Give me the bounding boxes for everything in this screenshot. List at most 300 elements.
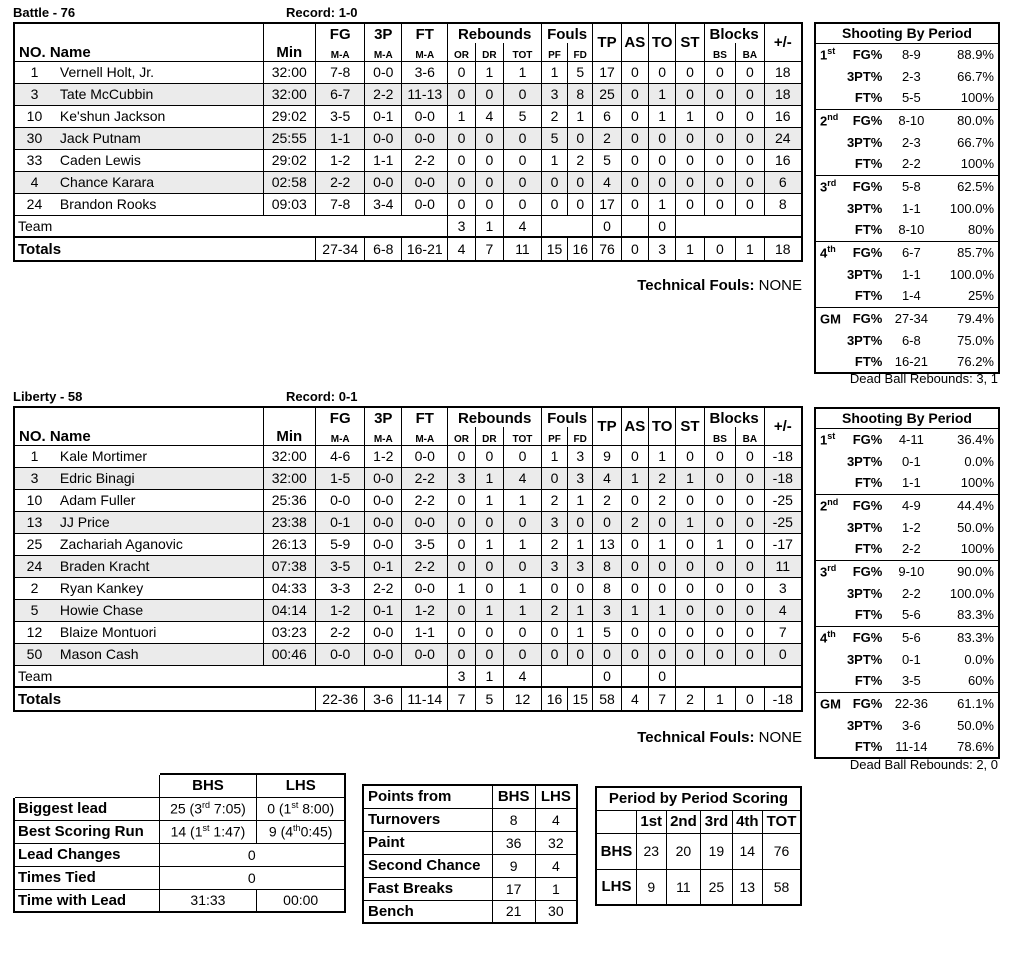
technical-fouls-label: Technical Fouls: (637, 729, 755, 746)
made-attempted: 11-14 (895, 739, 928, 754)
period-label-empty (815, 197, 844, 219)
col-to: TO (649, 407, 676, 445)
player-number: 12 (14, 621, 54, 643)
stat-label: FT% (854, 739, 883, 754)
team-record: Record: 0-1 (286, 389, 358, 404)
points-from-table (362, 784, 578, 924)
period-label-empty (815, 329, 844, 351)
col-or: OR (448, 427, 475, 445)
stat-or: 0 (448, 127, 475, 149)
stat-ft: 0-0 (402, 193, 448, 215)
made-attempted: 2-2 (901, 585, 921, 601)
stat-label: 3PT% (846, 332, 883, 348)
stat-dr: 0 (475, 149, 503, 171)
col-rebounds: Rebounds (448, 407, 542, 427)
stat-dr: 0 (475, 127, 503, 149)
table-row (14, 467, 802, 489)
stat-dr: 1 (475, 489, 503, 511)
stat-pm: 18 (764, 61, 802, 83)
col-pf: PF (541, 43, 567, 61)
made-attempted: 4-9 (886, 494, 936, 516)
stat-or: 1 (448, 105, 475, 127)
shooting-table (814, 22, 1000, 374)
stat-pf: 1 (541, 149, 567, 171)
stat-label: FG% (844, 626, 886, 648)
stat-tot: 0 (504, 555, 542, 577)
col-or: OR (448, 43, 475, 61)
stat-fg: 7-8 (316, 61, 365, 83)
shooting-row (815, 285, 999, 307)
player-name: Ke'shun Jackson (54, 105, 263, 127)
shooting-row (815, 560, 999, 582)
empty-cell (621, 215, 648, 237)
stat-tot: 0 (504, 83, 542, 105)
player-number: 25 (14, 533, 54, 555)
stat-p3: 0-0 (365, 467, 402, 489)
stat-p3: 2-2 (365, 83, 402, 105)
stat-p3: 1-1 (365, 149, 402, 171)
total-as: 4 (621, 687, 648, 711)
total-tp: 76 (593, 237, 621, 261)
player-min: 25:36 (263, 489, 316, 511)
stat-ba: 0 (736, 643, 764, 665)
shooting-row (815, 714, 999, 736)
player-min: 02:58 (263, 171, 316, 193)
stat-ba: 0 (736, 621, 764, 643)
stat-pm: 16 (764, 149, 802, 171)
stat-st: 0 (676, 445, 704, 467)
stat-p3: 0-1 (365, 105, 402, 127)
stat-ba: 0 (736, 61, 764, 83)
stat-or: 0 (448, 533, 475, 555)
stat-st: 1 (676, 467, 704, 489)
stat-fd: 0 (568, 511, 593, 533)
player-number: 50 (14, 643, 54, 665)
made-attempted: 1-1 (901, 475, 921, 491)
stat-bs: 0 (704, 599, 736, 621)
percentage: 76.2% (957, 354, 994, 369)
points-bhs: 8 (492, 808, 535, 831)
stat-fg: 1-5 (316, 467, 365, 489)
col-fd: FD (568, 43, 593, 61)
stat-fd: 1 (568, 105, 593, 127)
period-label: 4th (815, 626, 844, 648)
stat-ft: 1-2 (402, 599, 448, 621)
col-pf: PF (541, 427, 567, 445)
stat-ba: 0 (736, 83, 764, 105)
stat-label: FG% (844, 560, 886, 582)
stat-ft: 0-0 (402, 577, 448, 599)
stat-st: 1 (676, 511, 704, 533)
made-attempted: 1-1 (901, 200, 921, 216)
stat-fd: 1 (568, 489, 593, 511)
points-bhs: 36 (492, 831, 535, 854)
team-dr: 1 (475, 665, 503, 687)
stat-as: 0 (621, 643, 648, 665)
col-fg: FG (316, 407, 365, 427)
points-category: Second Chance (363, 854, 492, 877)
stat-label: FG% (844, 175, 886, 197)
stat-p3: 0-0 (365, 61, 402, 83)
player-name: Chance Karara (54, 171, 263, 193)
player-min: 03:23 (263, 621, 316, 643)
player-name: Braden Kracht (54, 555, 263, 577)
stat-or: 3 (448, 467, 475, 489)
team-row (14, 665, 802, 687)
stat-st: 0 (676, 149, 704, 171)
stat-pf: 3 (541, 555, 567, 577)
period-label-empty (815, 736, 844, 758)
col-period: 4th (732, 810, 762, 833)
player-min: 32:00 (263, 83, 316, 105)
made-attempted: 2-2 (901, 541, 921, 557)
col-3p: 3P (365, 407, 402, 427)
stat-label: 3PT% (846, 453, 883, 469)
percentage: 50.0% (957, 717, 994, 733)
team-or: 3 (448, 665, 475, 687)
table-row (14, 171, 802, 193)
team-dr: 1 (475, 215, 503, 237)
stat-fg: 4-6 (316, 445, 365, 467)
shooting-row (815, 736, 999, 758)
stat-as: 0 (621, 445, 648, 467)
stat-as: 0 (621, 105, 648, 127)
team-tot: 4 (504, 665, 542, 687)
made-attempted: 0-1 (901, 651, 921, 667)
stat-st: 0 (676, 193, 704, 215)
period-label: 2nd (815, 494, 844, 516)
stat-tp: 3 (593, 599, 621, 621)
stat-tot: 0 (504, 511, 542, 533)
stat-tp: 0 (593, 643, 621, 665)
stat-ft: 0-0 (402, 127, 448, 149)
stat-fg: 0-0 (316, 643, 365, 665)
stat-bs: 0 (704, 127, 736, 149)
stat-to: 1 (649, 193, 676, 215)
stat-label: 3PT% (846, 651, 883, 667)
stat-label: 3PT% (846, 266, 883, 282)
stat-to: 1 (649, 83, 676, 105)
made-attempted: 1-1 (901, 266, 921, 282)
stat-as: 0 (621, 193, 648, 215)
percentage: 61.1% (936, 692, 999, 714)
shooting-row (815, 516, 999, 538)
period-label-empty (815, 648, 844, 670)
table-row (14, 83, 802, 105)
percentage: 88.9% (936, 43, 999, 65)
stat-pm: 24 (764, 127, 802, 149)
stat-tot: 0 (504, 171, 542, 193)
stat-pf: 0 (541, 621, 567, 643)
stat-to: 0 (649, 555, 676, 577)
total-ft: 11-14 (402, 687, 448, 711)
period-label: 2nd (815, 109, 844, 131)
player-name: Caden Lewis (54, 149, 263, 171)
time-with-lead-bhs: 31:33 (159, 889, 257, 912)
stat-or: 0 (448, 511, 475, 533)
stat-to: 1 (649, 445, 676, 467)
stat-to: 1 (649, 599, 676, 621)
stat-bs: 0 (704, 577, 736, 599)
shooting-row (815, 670, 999, 692)
stat-bs: 0 (704, 643, 736, 665)
made-attempted: 1-2 (901, 519, 921, 535)
col-fg-ma: M-A (316, 43, 365, 61)
stat-label: FT% (854, 475, 883, 491)
stat-bs: 0 (704, 105, 736, 127)
totals-label: Totals (14, 687, 316, 711)
made-attempted: 5-8 (886, 175, 936, 197)
shooting-row (815, 87, 999, 109)
period-label-empty (815, 582, 844, 604)
stat-p3: 0-0 (365, 489, 402, 511)
team-title: Battle - 76 (13, 5, 76, 20)
table-row (14, 577, 802, 599)
col-ba: BA (736, 427, 764, 445)
made-attempted: 1-4 (901, 288, 921, 304)
period-label: 4th (815, 241, 844, 263)
col-lhs: LHS (535, 785, 577, 808)
col-3p-ma: M-A (365, 43, 402, 61)
stat-tp: 25 (593, 83, 621, 105)
stat-pm: 11 (764, 555, 802, 577)
table-row (14, 489, 802, 511)
percentage: 79.4% (936, 307, 999, 329)
percentage: 100.0% (949, 266, 994, 282)
stat-label: FT% (854, 607, 883, 623)
col-st: ST (676, 23, 704, 61)
stat-ft: 3-5 (402, 533, 448, 555)
stat-ft: 0-0 (402, 643, 448, 665)
stat-or: 0 (448, 555, 475, 577)
table-row (14, 445, 802, 467)
table-row (596, 833, 801, 869)
stat-tp: 8 (593, 577, 621, 599)
stat-bs: 0 (704, 467, 736, 489)
stat-fd: 8 (568, 83, 593, 105)
stat-tp: 17 (593, 193, 621, 215)
made-attempted: 22-36 (886, 692, 936, 714)
time-with-lead-lhs: 00:00 (257, 889, 345, 912)
box-score-table (13, 406, 803, 712)
stat-pf: 2 (541, 489, 567, 511)
col-period: TOT (763, 810, 801, 833)
period-score: 76 (763, 833, 801, 869)
made-attempted: 2-3 (901, 68, 921, 84)
stat-or: 0 (448, 621, 475, 643)
stat-st: 0 (676, 599, 704, 621)
stat-as: 0 (621, 61, 648, 83)
team-or: 3 (448, 215, 475, 237)
stat-fg: 0-1 (316, 511, 365, 533)
stat-or: 0 (448, 193, 475, 215)
col-to: TO (649, 23, 676, 61)
shooting-row (815, 65, 999, 87)
empty-cell (676, 665, 802, 687)
stat-as: 0 (621, 127, 648, 149)
stat-to: 0 (649, 643, 676, 665)
stat-label: FG% (844, 307, 886, 329)
times-tied-label: Times Tied (14, 866, 159, 889)
stat-tp: 17 (593, 61, 621, 83)
player-name: Edric Binagi (54, 467, 263, 489)
stat-as: 0 (621, 621, 648, 643)
stat-as: 0 (621, 577, 648, 599)
shooting-row (815, 582, 999, 604)
stat-pm: -17 (764, 533, 802, 555)
stat-tp: 9 (593, 445, 621, 467)
stat-label: FT% (854, 354, 883, 369)
col-fd: FD (568, 427, 593, 445)
made-attempted: 9-10 (886, 560, 936, 582)
percentage: 25% (967, 288, 994, 304)
stat-pf: 0 (541, 467, 567, 489)
table-row (14, 105, 802, 127)
points-category: Fast Breaks (363, 877, 492, 900)
stat-ft: 11-13 (402, 83, 448, 105)
shooting-row (815, 692, 999, 714)
percentage: 44.4% (936, 494, 999, 516)
total-to: 3 (649, 237, 676, 261)
stat-tp: 13 (593, 533, 621, 555)
stat-tot: 1 (504, 61, 542, 83)
stat-ba: 0 (736, 445, 764, 467)
made-attempted: 8-9 (886, 43, 936, 65)
stat-label: 3PT% (846, 200, 883, 216)
period-score: 58 (763, 869, 801, 905)
stat-st: 0 (676, 577, 704, 599)
period-label-empty (815, 604, 844, 626)
stat-pm: -25 (764, 511, 802, 533)
stat-as: 0 (621, 555, 648, 577)
stat-ft: 2-2 (402, 467, 448, 489)
stat-label: 3PT% (846, 68, 883, 84)
shooting-row (815, 494, 999, 516)
player-min: 09:03 (263, 193, 316, 215)
period-label-empty (815, 472, 844, 494)
period-label-empty (815, 219, 844, 241)
col-min: Min (263, 407, 316, 445)
period-label: 1st (815, 428, 844, 450)
made-attempted: 8-10 (898, 222, 925, 238)
table-row (14, 511, 802, 533)
stat-bs: 0 (704, 511, 736, 533)
col-period: 2nd (666, 810, 701, 833)
col-tp: TP (593, 23, 621, 61)
time-with-lead-label: Time with Lead (14, 889, 159, 912)
totals-row (14, 237, 802, 261)
stat-to: 2 (649, 489, 676, 511)
col-bs: BS (704, 43, 736, 61)
col-plus-minus: +/- (764, 23, 802, 61)
stat-fd: 0 (568, 577, 593, 599)
table-row (596, 869, 801, 905)
total-to: 7 (649, 687, 676, 711)
table-row (14, 643, 802, 665)
period-label: GM (815, 692, 844, 714)
table-row (363, 900, 577, 923)
stat-tot: 1 (504, 599, 542, 621)
stat-as: 0 (621, 149, 648, 171)
period-label-empty (815, 351, 844, 373)
total-p3: 3-6 (365, 687, 402, 711)
biggest-lead-label: Biggest lead (14, 797, 159, 820)
stat-dr: 1 (475, 61, 503, 83)
percentage: 100% (960, 156, 994, 172)
stat-ft: 2-2 (402, 149, 448, 171)
shooting-row (815, 197, 999, 219)
table-row (14, 533, 802, 555)
stat-pf: 2 (541, 105, 567, 127)
points-lhs: 4 (535, 808, 577, 831)
stat-ba: 0 (736, 171, 764, 193)
made-attempted: 2-2 (901, 156, 921, 172)
player-name: Zachariah Aganovic (54, 533, 263, 555)
stat-pm: 0 (764, 643, 802, 665)
stat-pm: 16 (764, 105, 802, 127)
stat-pm: -18 (764, 445, 802, 467)
made-attempted: 27-34 (886, 307, 936, 329)
col-bhs: BHS (492, 785, 535, 808)
player-number: 2 (14, 577, 54, 599)
stat-or: 0 (448, 445, 475, 467)
period-label-empty (815, 131, 844, 153)
total-bs: 1 (704, 687, 736, 711)
team-abbr: BHS (596, 833, 636, 869)
stat-fd: 0 (568, 171, 593, 193)
stat-to: 0 (649, 171, 676, 193)
stat-p3: 0-0 (365, 643, 402, 665)
stat-st: 0 (676, 533, 704, 555)
stat-to: 0 (649, 61, 676, 83)
total-pm: -18 (764, 687, 802, 711)
period-label-empty (815, 516, 844, 538)
total-p3: 6-8 (365, 237, 402, 261)
lead-changes-value: 0 (159, 843, 345, 866)
shooting-row (815, 450, 999, 472)
shooting-row (815, 472, 999, 494)
stat-label: FT% (854, 156, 883, 172)
period-score: 14 (732, 833, 762, 869)
period-score: 20 (666, 833, 701, 869)
stat-bs: 0 (704, 489, 736, 511)
team-tp: 0 (593, 215, 621, 237)
player-name: Adam Fuller (54, 489, 263, 511)
totals-row (14, 687, 802, 711)
stat-or: 1 (448, 577, 475, 599)
period-score: 13 (732, 869, 762, 905)
shooting-by-period (814, 407, 1000, 759)
stat-tp: 4 (593, 467, 621, 489)
stat-fg: 3-5 (316, 555, 365, 577)
stat-label: 3PT% (846, 717, 883, 733)
stat-st: 0 (676, 171, 704, 193)
percentage: 80% (967, 222, 994, 238)
player-min: 04:33 (263, 577, 316, 599)
period-label-empty (815, 538, 844, 560)
period-label-empty (815, 65, 844, 87)
stat-or: 0 (448, 599, 475, 621)
stat-dr: 1 (475, 533, 503, 555)
stat-ft: 3-6 (402, 61, 448, 83)
lead-table (13, 773, 346, 913)
team-to: 0 (649, 215, 676, 237)
stat-to: 0 (649, 577, 676, 599)
stat-ba: 0 (736, 127, 764, 149)
stat-pf: 5 (541, 127, 567, 149)
points-from-title: Points from (363, 785, 492, 808)
table-row (14, 149, 802, 171)
